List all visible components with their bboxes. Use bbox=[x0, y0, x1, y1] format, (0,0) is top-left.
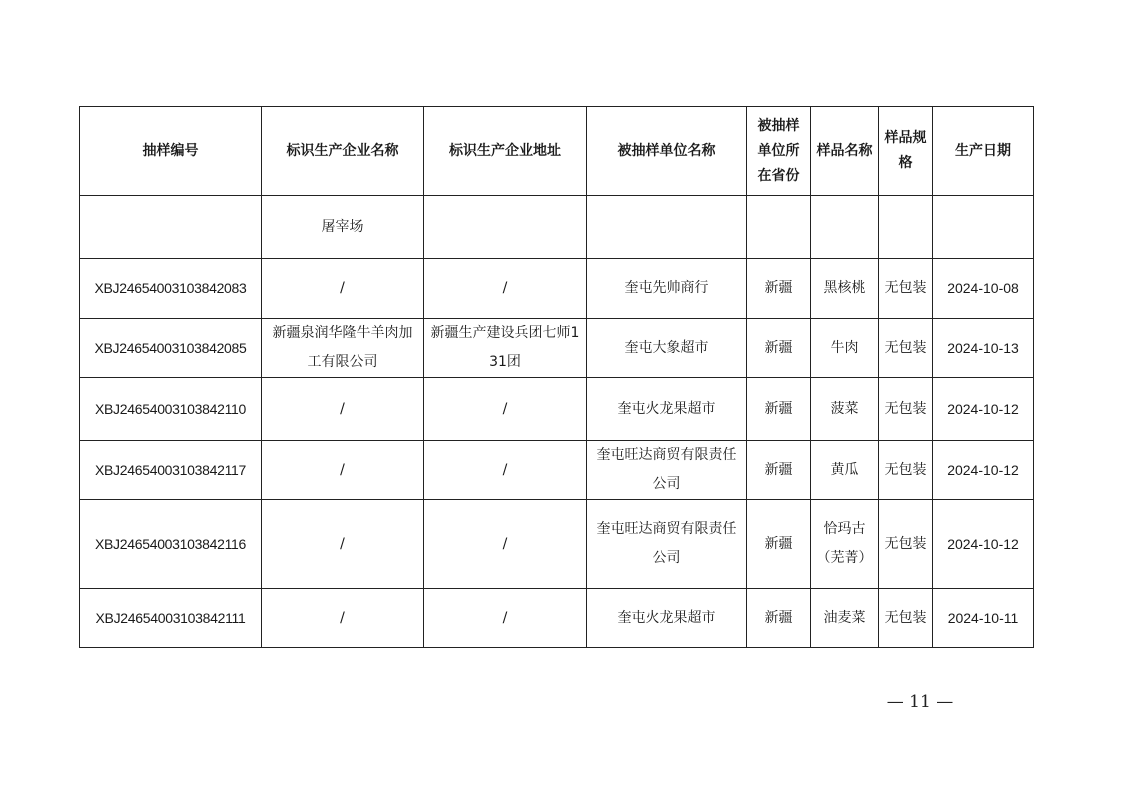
header-spec: 样品规格 bbox=[879, 107, 933, 196]
cell-spec: 无包装 bbox=[879, 259, 933, 319]
cell-empty bbox=[811, 196, 879, 259]
cell-empty bbox=[424, 196, 587, 259]
cell-manufacturer-name: / bbox=[262, 259, 424, 319]
cell-manufacturer-address: / bbox=[424, 589, 587, 648]
cell-sampled-unit: 奎屯先帅商行 bbox=[587, 259, 747, 319]
table-row bbox=[80, 441, 1034, 500]
header-production-date: 生产日期 bbox=[933, 107, 1034, 196]
cell-sample-name: 黄瓜 bbox=[811, 441, 879, 500]
cell-manufacturer-address: / bbox=[424, 378, 587, 441]
cell-manufacturer-address: / bbox=[424, 500, 587, 589]
header-sample-name: 样品名称 bbox=[811, 107, 879, 196]
cell-province: 新疆 bbox=[747, 319, 811, 378]
cell-province: 新疆 bbox=[747, 259, 811, 319]
header-sample-code: 抽样编号 bbox=[80, 107, 262, 196]
cell-empty bbox=[747, 196, 811, 259]
cell-manufacturer-name: 新疆泉润华隆牛羊肉加工有限公司 bbox=[262, 319, 424, 378]
cell-empty bbox=[80, 196, 262, 259]
header-manufacturer-address: 标识生产企业地址 bbox=[424, 107, 587, 196]
header-province: 被抽样单位所在省份 bbox=[747, 107, 811, 196]
cell-sample-name: 牛肉 bbox=[811, 319, 879, 378]
table-row-continuation bbox=[80, 196, 1034, 259]
cell-production-date: 2024-10-13 bbox=[933, 319, 1034, 378]
cell-spec: 无包装 bbox=[879, 441, 933, 500]
header-sampled-unit: 被抽样单位名称 bbox=[587, 107, 747, 196]
cell-sample-code: XBJ24654003103842083 bbox=[80, 259, 262, 319]
cell-production-date: 2024-10-12 bbox=[933, 441, 1034, 500]
table-row bbox=[80, 500, 1034, 589]
cell-manufacturer-name: 屠宰场 bbox=[262, 196, 424, 259]
table-row bbox=[80, 378, 1034, 441]
table-row bbox=[80, 319, 1034, 378]
cell-production-date: 2024-10-11 bbox=[933, 589, 1034, 648]
table-row bbox=[80, 589, 1034, 648]
cell-province: 新疆 bbox=[747, 441, 811, 500]
cell-manufacturer-name: / bbox=[262, 441, 424, 500]
cell-manufacturer-address: / bbox=[424, 441, 587, 500]
cell-manufacturer-address: / bbox=[424, 259, 587, 319]
table-row bbox=[80, 259, 1034, 319]
cell-sample-code: XBJ24654003103842116 bbox=[80, 500, 262, 589]
cell-spec: 无包装 bbox=[879, 378, 933, 441]
cell-sample-code: XBJ24654003103842085 bbox=[80, 319, 262, 378]
cell-sampled-unit: 奎屯大象超市 bbox=[587, 319, 747, 378]
cell-sample-name: 菠菜 bbox=[811, 378, 879, 441]
cell-production-date: 2024-10-08 bbox=[933, 259, 1034, 319]
page-number: — 11 — bbox=[886, 692, 954, 712]
cell-sampled-unit: 奎屯旺达商贸有限责任公司 bbox=[587, 441, 747, 500]
cell-empty bbox=[879, 196, 933, 259]
cell-sample-code: XBJ24654003103842117 bbox=[80, 441, 262, 500]
cell-empty bbox=[587, 196, 747, 259]
cell-sample-name: 恰玛古（芜菁） bbox=[811, 500, 879, 589]
cell-spec: 无包装 bbox=[879, 589, 933, 648]
cell-sampled-unit: 奎屯旺达商贸有限责任公司 bbox=[587, 500, 747, 589]
cell-sample-name: 油麦菜 bbox=[811, 589, 879, 648]
cell-manufacturer-name: / bbox=[262, 500, 424, 589]
cell-province: 新疆 bbox=[747, 500, 811, 589]
cell-production-date: 2024-10-12 bbox=[933, 500, 1034, 589]
table-header-row bbox=[80, 107, 1034, 196]
cell-sampled-unit: 奎屯火龙果超市 bbox=[587, 378, 747, 441]
cell-sample-name: 黑核桃 bbox=[811, 259, 879, 319]
cell-manufacturer-name: / bbox=[262, 589, 424, 648]
cell-sampled-unit: 奎屯火龙果超市 bbox=[587, 589, 747, 648]
cell-sample-code: XBJ24654003103842111 bbox=[80, 589, 262, 648]
cell-province: 新疆 bbox=[747, 378, 811, 441]
sampling-results-table bbox=[79, 106, 1034, 648]
cell-production-date: 2024-10-12 bbox=[933, 378, 1034, 441]
cell-province: 新疆 bbox=[747, 589, 811, 648]
cell-spec: 无包装 bbox=[879, 500, 933, 589]
cell-spec: 无包装 bbox=[879, 319, 933, 378]
cell-manufacturer-address: 新疆生产建设兵团七师131团 bbox=[424, 319, 587, 378]
header-manufacturer-name: 标识生产企业名称 bbox=[262, 107, 424, 196]
cell-manufacturer-name: / bbox=[262, 378, 424, 441]
cell-empty bbox=[933, 196, 1034, 259]
cell-sample-code: XBJ24654003103842110 bbox=[80, 378, 262, 441]
